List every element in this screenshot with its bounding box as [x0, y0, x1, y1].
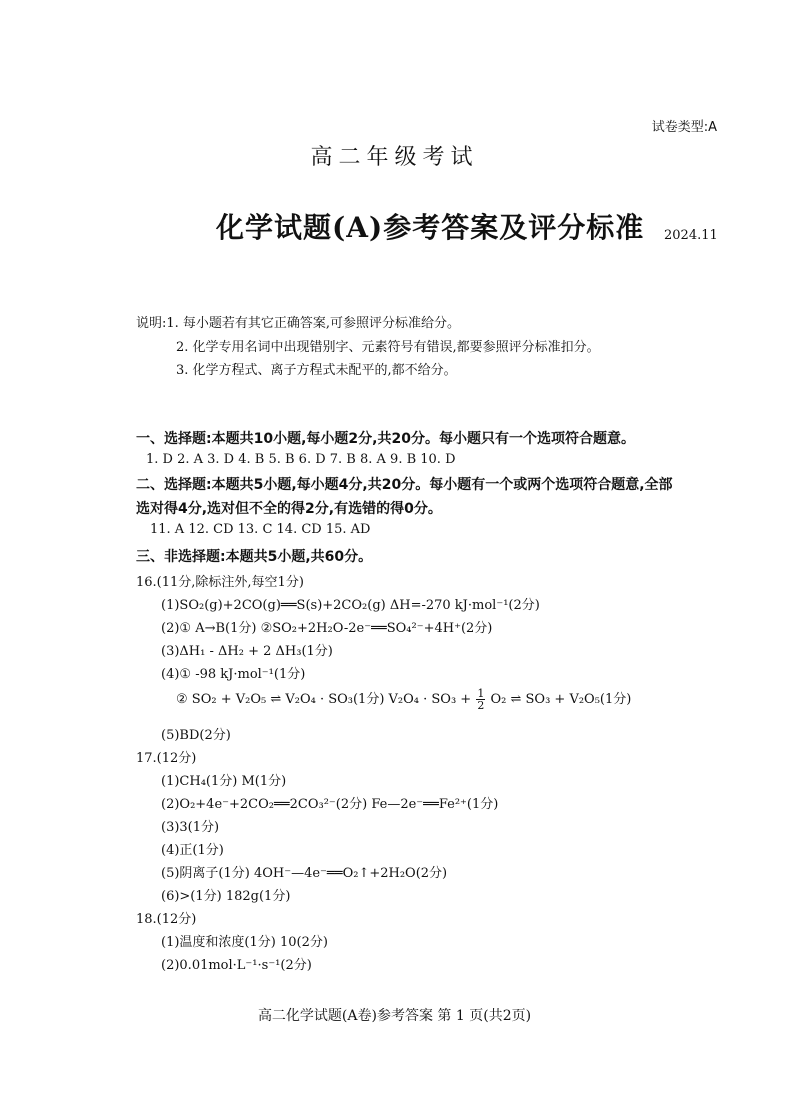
- question-16-line-4: (4)① -98 kJ·mol⁻¹(1分): [161, 667, 306, 682]
- fraction-one-half: [476, 688, 485, 711]
- fraction-denominator: 2: [477, 699, 485, 712]
- paper-type: 试卷类型:A: [651, 120, 717, 135]
- question-18-line-2: (2)0.01mol·L⁻¹·s⁻¹(2分): [161, 958, 312, 973]
- page-title: 化学试题(A)参考答案及评分标准: [216, 211, 645, 244]
- question-17-line-2: (2)O₂+4e⁻+2CO₂══2CO₃²⁻(2分) Fe—2e⁻══Fe²⁺(1分): [161, 797, 499, 812]
- section-2-heading-line2: 选对得4分,选对但不全的得2分,有选错的得0分。: [136, 501, 442, 517]
- page-footer: 高二化学试题(A卷)参考答案 第 1 页(共2页): [257, 1008, 532, 1024]
- question-17-line-6: (6)>(1分) 182g(1分): [161, 889, 291, 904]
- question-16-line-3: (3)ΔH₁ - ΔH₂ + 2 ΔH₃(1分): [161, 644, 333, 659]
- question-18-title: 18.(12分): [136, 912, 197, 927]
- section-2-answers: 11. A 12. CD 13. C 14. CD 15. AD: [150, 522, 371, 537]
- question-17-line-4: (4)正(1分): [161, 843, 224, 858]
- question-16-line-2: (2)① A→B(1分) ②SO₂+2H₂O-2e⁻══SO₄²⁻+4H⁺(2分): [161, 621, 493, 636]
- exam-date: 2024.11: [664, 228, 718, 243]
- section-3-heading: 三、非选择题:本题共5小题,共60分。: [136, 549, 373, 565]
- equation-part-2: O₂ ⇌ SO₃ + V₂O₅(1分): [490, 692, 632, 707]
- section-1-answers: 1. D 2. A 3. D 4. B 5. B 6. D 7. B 8. A 9. B 10. D: [146, 452, 456, 467]
- note-2: 2. 化学专用名词中出现错别字、元素符号有错误,都要参照评分标准扣分。: [176, 340, 600, 355]
- note-3: 3. 化学方程式、离子方程式未配平的,都不给分。: [176, 363, 457, 378]
- question-16-line-5: [176, 688, 631, 711]
- section-1-heading: 一、选择题:本题共10小题,每小题2分,共20分。每小题只有一个选项符合题意。: [136, 431, 635, 447]
- question-16-line-6: (5)BD(2分): [161, 728, 231, 743]
- section-2-heading-line1: 二、选择题:本题共5小题,每小题4分,共20分。每小题有一个或两个选项符合题意,全部: [136, 477, 673, 493]
- question-18-line-1: (1)温度和浓度(1分) 10(2分): [161, 935, 328, 950]
- question-17-line-5: (5)阴离子(1分) 4OH⁻—4e⁻══O₂↑+2H₂O(2分): [161, 866, 448, 881]
- question-17-line-3: (3)3(1分): [161, 820, 220, 835]
- question-17-line-1: (1)CH₄(1分) M(1分): [161, 774, 287, 789]
- equation-part-1: ② SO₂ + V₂O₅ ⇌ V₂O₄ · SO₃(1分) V₂O₄ · SO₃ +: [176, 692, 472, 707]
- note-1: 说明:1. 每小题若有其它正确答案,可参照评分标准给分。: [136, 316, 461, 331]
- exam-title: 高二年级考试: [310, 145, 479, 170]
- question-17-title: 17.(12分): [136, 751, 197, 766]
- question-16-title: 16.(11分,除标注外,每空1分): [136, 575, 304, 590]
- fraction-numerator: 1: [477, 687, 485, 700]
- question-16-line-1: (1)SO₂(g)+2CO(g)══S(s)+2CO₂(g) ΔH=-270 kJ·mol⁻¹(2分): [161, 598, 540, 613]
